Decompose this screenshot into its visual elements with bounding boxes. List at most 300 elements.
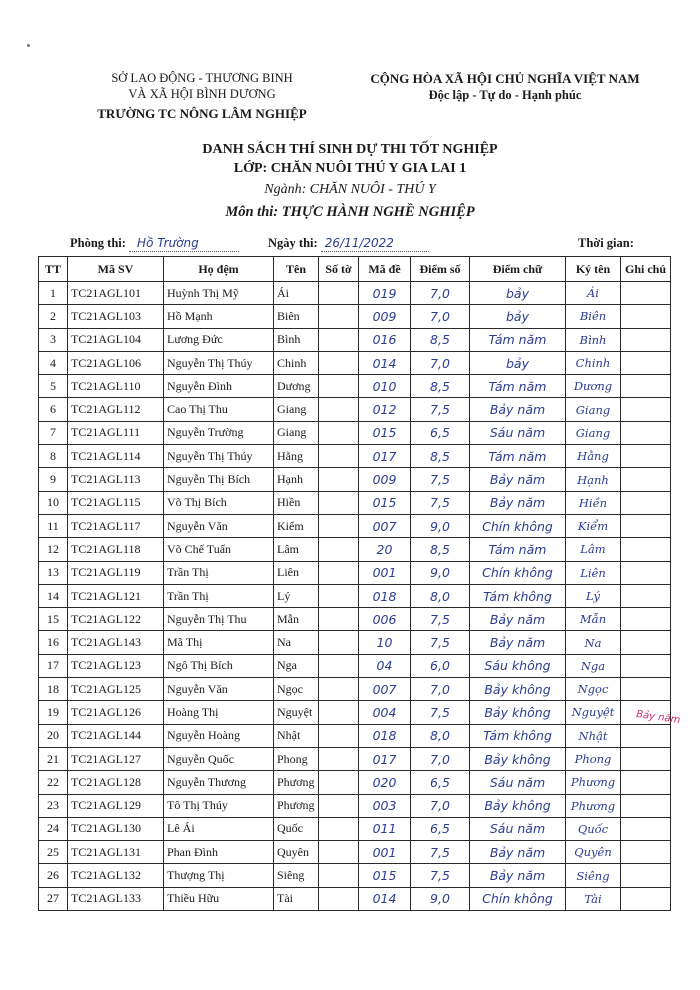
cell-name: Lý [274,584,319,607]
cell-student-id: TC21AGL143 [68,631,164,654]
cell-surname: Nguyễn Hoàng [164,724,274,747]
cell-exam-code: 016 [359,328,411,351]
cell-name: Nhật [274,724,319,747]
cell-surname: Ngô Thị Bích [164,654,274,677]
cell-student-id: TC21AGL117 [68,514,164,537]
cell-exam-code: 20 [359,538,411,561]
cell-signature: Tài [566,887,621,910]
cell-surname: Thiều Hữu [164,887,274,910]
cell-sheets [319,654,359,677]
cell-notes [621,841,671,864]
cell-surname: Trần Thị [164,561,274,584]
cell-index: 26 [39,864,68,887]
cell-sheets [319,328,359,351]
cell-score: 9,0 [411,887,470,910]
cell-student-id: TC21AGL112 [68,398,164,421]
cell-signature: Kiểm [566,514,621,537]
col-header-student-id: Mã SV [68,257,164,282]
cell-index: 27 [39,887,68,910]
cell-signature: Phong [566,747,621,770]
table-row [39,724,671,747]
cell-notes [621,514,671,537]
subject-title: Môn thi: THỰC HÀNH NGHỀ NGHIỆP [225,204,475,220]
cell-exam-code: 010 [359,375,411,398]
cell-exam-code: 004 [359,701,411,724]
cell-name: Bình [274,328,319,351]
table-row [39,678,671,701]
cell-student-id: TC21AGL128 [68,771,164,794]
table-row [39,538,671,561]
cell-name: Chinh [274,351,319,374]
cell-sheets [319,538,359,561]
cell-sheets [319,747,359,770]
cell-surname: Nguyễn Đình [164,375,274,398]
cell-score: 8,5 [411,375,470,398]
cell-score: 7,5 [411,631,470,654]
header-right [345,70,665,104]
cell-signature: Na [566,631,621,654]
cell-score: 7,0 [411,305,470,328]
class-title: LỚP: CHĂN NUÔI THÚ Y GIA LAI 1 [233,161,467,176]
cell-signature: Giang [566,421,621,444]
cell-notes [621,654,671,677]
cell-exam-code: 003 [359,794,411,817]
cell-notes [621,468,671,491]
cell-exam-code: 011 [359,817,411,840]
cell-score: 6,5 [411,817,470,840]
cell-signature: Hiền [566,491,621,514]
cell-surname: Thượng Thị [164,864,274,887]
cell-student-id: TC21AGL103 [68,305,164,328]
ministry-line-1: SỞ LAO ĐỘNG - THƯƠNG BINH [111,71,293,85]
table-row [39,794,671,817]
cell-name: Giang [274,398,319,421]
cell-score-words: Sáu năm [470,771,566,794]
cell-exam-code: 04 [359,654,411,677]
table-row [39,468,671,491]
cell-sheets [319,864,359,887]
cell-name: Lâm [274,538,319,561]
cell-score: 8,5 [411,445,470,468]
cell-score-words: bảy [470,282,566,305]
cell-student-id: TC21AGL119 [68,561,164,584]
cell-signature: Hằng [566,445,621,468]
cell-name: Hằng [274,445,319,468]
cell-sheets [319,678,359,701]
cell-student-id: TC21AGL111 [68,421,164,444]
table-row [39,514,671,537]
cell-student-id: TC21AGL144 [68,724,164,747]
cell-notes [621,724,671,747]
cell-exam-code: 015 [359,491,411,514]
cell-surname: Võ Chế Tuấn [164,538,274,561]
cell-signature: Dương [566,375,621,398]
cell-exam-code: 015 [359,421,411,444]
cell-score-words: Bảy năm [470,608,566,631]
cell-sheets [319,421,359,444]
cell-name: Phong [274,747,319,770]
scan-speck [27,44,30,47]
table-row [39,887,671,910]
cell-student-id: TC21AGL106 [68,351,164,374]
cell-signature: Lâm [566,538,621,561]
col-header-score-words: Điểm chữ [470,257,566,282]
national-motto: Độc lập - Tự do - Hạnh phúc [428,88,582,102]
cell-name: Nga [274,654,319,677]
cell-name: Dương [274,375,319,398]
cell-student-id: TC21AGL125 [68,678,164,701]
date-label: Ngày thi: [268,236,318,250]
cell-sheets [319,282,359,305]
cell-surname: Nguyễn Trường [164,421,274,444]
cell-surname: Lương Đức [164,328,274,351]
cell-sheets [319,701,359,724]
cell-sheets [319,771,359,794]
cell-score-words: Sáu năm [470,817,566,840]
cell-name: Quốc [274,817,319,840]
cell-student-id: TC21AGL129 [68,794,164,817]
cell-index: 13 [39,561,68,584]
table-row [39,608,671,631]
cell-signature: Nga [566,654,621,677]
cell-sheets [319,375,359,398]
cell-name: Siêng [274,864,319,887]
cell-sheets [319,445,359,468]
cell-score: 7,5 [411,398,470,421]
cell-student-id: TC21AGL127 [68,747,164,770]
cell-score: 6,0 [411,654,470,677]
cell-score: 8,0 [411,724,470,747]
table-row [39,328,671,351]
cell-exam-code: 10 [359,631,411,654]
cell-notes [621,631,671,654]
cell-score-words: Sáu không [470,654,566,677]
cell-score: 7,0 [411,747,470,770]
cell-name: Liên [274,561,319,584]
cell-index: 12 [39,538,68,561]
cell-name: Quyên [274,841,319,864]
cell-index: 14 [39,584,68,607]
table-row [39,771,671,794]
cell-surname: Nguyễn Văn [164,678,274,701]
ministry-line-2: VÀ XÃ HỘI BÌNH DƯƠNG [128,87,276,101]
table-row [39,864,671,887]
school-name: TRƯỜNG TC NÔNG LÂM NGHIỆP [97,106,307,121]
cell-exam-code: 012 [359,398,411,421]
col-header-surname: Họ đệm [164,257,274,282]
cell-name: Phương [274,771,319,794]
cell-exam-code: 007 [359,514,411,537]
table-row [39,817,671,840]
cell-student-id: TC21AGL126 [68,701,164,724]
cell-notes [621,305,671,328]
cell-exam-code: 018 [359,724,411,747]
cell-score-words: Bảy không [470,678,566,701]
cell-notes [621,375,671,398]
cell-surname: Hoàng Thị [164,701,274,724]
cell-sheets [319,514,359,537]
cell-student-id: TC21AGL130 [68,817,164,840]
cell-student-id: TC21AGL122 [68,608,164,631]
cell-index: 23 [39,794,68,817]
cell-index: 19 [39,701,68,724]
candidate-table [38,256,671,911]
cell-notes [621,584,671,607]
cell-surname: Tô Thị Thúy [164,794,274,817]
cell-signature: Phương [566,771,621,794]
cell-index: 15 [39,608,68,631]
cell-signature: Mẫn [566,608,621,631]
col-header-score: Điểm số [411,257,470,282]
cell-exam-code: 006 [359,608,411,631]
cell-name: Tài [274,887,319,910]
cell-sheets [319,817,359,840]
cell-score-words: Bảy không [470,747,566,770]
cell-student-id: TC21AGL133 [68,887,164,910]
cell-signature: Ngọc [566,678,621,701]
col-header-exam-code: Mã đề [359,257,411,282]
cell-index: 22 [39,771,68,794]
cell-score-words: Bảy không [470,794,566,817]
cell-score-words: Tám năm [470,328,566,351]
cell-sheets [319,305,359,328]
date-value: 26/11/2022 [324,236,394,250]
cell-index: 21 [39,747,68,770]
cell-score: 8,5 [411,538,470,561]
cell-surname: Nguyễn Thị Thu [164,608,274,631]
table-row [39,375,671,398]
room-value: Hồ Trường [137,236,199,250]
country-name: CỘNG HÒA XÃ HỘI CHỦ NGHĨA VIỆT NAM [370,71,640,86]
cell-notes [621,491,671,514]
cell-score: 6,5 [411,421,470,444]
cell-surname: Lê Ái [164,817,274,840]
room-field [70,236,239,252]
cell-surname: Huỳnh Thị Mỹ [164,282,274,305]
cell-surname: Nguyễn Thị Thúy [164,351,274,374]
cell-sheets [319,351,359,374]
cell-score: 7,5 [411,701,470,724]
cell-exam-code: 015 [359,864,411,887]
cell-index: 11 [39,514,68,537]
cell-name: Giang [274,421,319,444]
cell-student-id: TC21AGL101 [68,282,164,305]
cell-exam-code: 014 [359,887,411,910]
correction-note: Bảy năm [635,708,681,727]
cell-signature: Nguyệt [566,701,621,724]
cell-score-words: Chín không [470,887,566,910]
cell-score-words: Bảy năm [470,398,566,421]
table-row [39,351,671,374]
cell-score-words: Bảy không [470,701,566,724]
cell-score: 6,5 [411,771,470,794]
cell-score-words: Tám không [470,724,566,747]
cell-score: 7,5 [411,864,470,887]
cell-score-words: Sáu năm [470,421,566,444]
cell-index: 3 [39,328,68,351]
col-header-sheets: Số tờ [319,257,359,282]
cell-surname: Hồ Mạnh [164,305,274,328]
table-row [39,282,671,305]
cell-index: 9 [39,468,68,491]
cell-score: 7,0 [411,282,470,305]
cell-sheets [319,794,359,817]
cell-exam-code: 007 [359,678,411,701]
cell-exam-code: 001 [359,561,411,584]
cell-score: 7,5 [411,491,470,514]
cell-score: 7,0 [411,678,470,701]
cell-student-id: TC21AGL131 [68,841,164,864]
cell-signature: Nhật [566,724,621,747]
cell-exam-code: 001 [359,841,411,864]
cell-score-words: Tám năm [470,538,566,561]
cell-name: Hạnh [274,468,319,491]
cell-score-words: bảy [470,305,566,328]
cell-name: Hiền [274,491,319,514]
header-left [52,70,352,122]
cell-signature: Quyên [566,841,621,864]
col-header-signature: Ký tên [566,257,621,282]
cell-name: Nguyệt [274,701,319,724]
cell-score-words: Chín không [470,561,566,584]
cell-student-id: TC21AGL104 [68,328,164,351]
cell-name: Phương [274,794,319,817]
cell-sheets [319,491,359,514]
cell-signature: Hạnh [566,468,621,491]
table-row [39,841,671,864]
cell-index: 1 [39,282,68,305]
cell-notes [621,864,671,887]
cell-sheets [319,631,359,654]
table-row [39,445,671,468]
cell-index: 6 [39,398,68,421]
cell-score-words: Bảy năm [470,841,566,864]
cell-surname: Nguyễn Thị Thúy [164,445,274,468]
cell-signature: Ái [566,282,621,305]
cell-surname: Nguyễn Quốc [164,747,274,770]
cell-score: 8,0 [411,584,470,607]
cell-signature: Giang [566,398,621,421]
cell-index: 17 [39,654,68,677]
cell-notes [621,887,671,910]
cell-surname: Trần Thị [164,584,274,607]
cell-student-id: TC21AGL123 [68,654,164,677]
table-header-row [39,257,671,282]
cell-score: 7,0 [411,351,470,374]
cell-notes [621,445,671,468]
cell-signature: Phương [566,794,621,817]
cell-score-words: Bảy năm [470,864,566,887]
cell-sheets [319,398,359,421]
cell-student-id: TC21AGL113 [68,468,164,491]
cell-score-words: bảy [470,351,566,374]
cell-sheets [319,584,359,607]
cell-student-id: TC21AGL114 [68,445,164,468]
cell-sheets [319,887,359,910]
cell-score: 8,5 [411,328,470,351]
cell-index: 20 [39,724,68,747]
cell-sheets [319,608,359,631]
cell-notes [621,678,671,701]
cell-surname: Nguyễn Văn [164,514,274,537]
cell-name: Ái [274,282,319,305]
cell-surname: Nguyễn Thị Bích [164,468,274,491]
cell-notes [621,421,671,444]
cell-surname: Phan Đình [164,841,274,864]
cell-score: 9,0 [411,514,470,537]
cell-score-words: Bảy năm [470,631,566,654]
time-label: Thời gian: [578,236,634,250]
cell-sheets [319,561,359,584]
cell-surname: Võ Thị Bích [164,491,274,514]
cell-score-words: Tám năm [470,445,566,468]
time-field [578,236,634,251]
cell-exam-code: 018 [359,584,411,607]
cell-score: 7,5 [411,841,470,864]
cell-signature: Siêng [566,864,621,887]
table-row [39,491,671,514]
cell-exam-code: 020 [359,771,411,794]
cell-index: 8 [39,445,68,468]
cell-student-id: TC21AGL132 [68,864,164,887]
cell-name: Mẫn [274,608,319,631]
table-row [39,305,671,328]
cell-exam-code: 019 [359,282,411,305]
cell-index: 5 [39,375,68,398]
table-row [39,631,671,654]
cell-notes [621,794,671,817]
cell-index: 2 [39,305,68,328]
cell-exam-code: 009 [359,468,411,491]
cell-score-words: Bảy năm [470,491,566,514]
cell-exam-code: 009 [359,305,411,328]
cell-signature: Chinh [566,351,621,374]
cell-student-id: TC21AGL110 [68,375,164,398]
cell-sheets [319,468,359,491]
cell-score: 9,0 [411,561,470,584]
cell-score-words: Bảy năm [470,468,566,491]
room-label: Phòng thi: [70,236,126,250]
cell-notes [621,351,671,374]
cell-index: 16 [39,631,68,654]
cell-signature: Biên [566,305,621,328]
cell-index: 7 [39,421,68,444]
cell-signature: Lý [566,584,621,607]
cell-student-id: TC21AGL121 [68,584,164,607]
cell-index: 25 [39,841,68,864]
cell-signature: Liên [566,561,621,584]
cell-notes [621,561,671,584]
cell-notes [621,538,671,561]
cell-student-id: TC21AGL118 [68,538,164,561]
cell-signature: Bình [566,328,621,351]
cell-score: 7,5 [411,608,470,631]
cell-notes [621,608,671,631]
table-row [39,654,671,677]
cell-index: 4 [39,351,68,374]
document-titles [0,140,700,222]
cell-name: Na [274,631,319,654]
cell-notes [621,328,671,351]
cell-sheets [319,724,359,747]
cell-notes [621,398,671,421]
table-row [39,584,671,607]
cell-notes [621,771,671,794]
cell-index: 24 [39,817,68,840]
cell-score: 7,0 [411,794,470,817]
table-row [39,421,671,444]
date-field [268,236,429,252]
